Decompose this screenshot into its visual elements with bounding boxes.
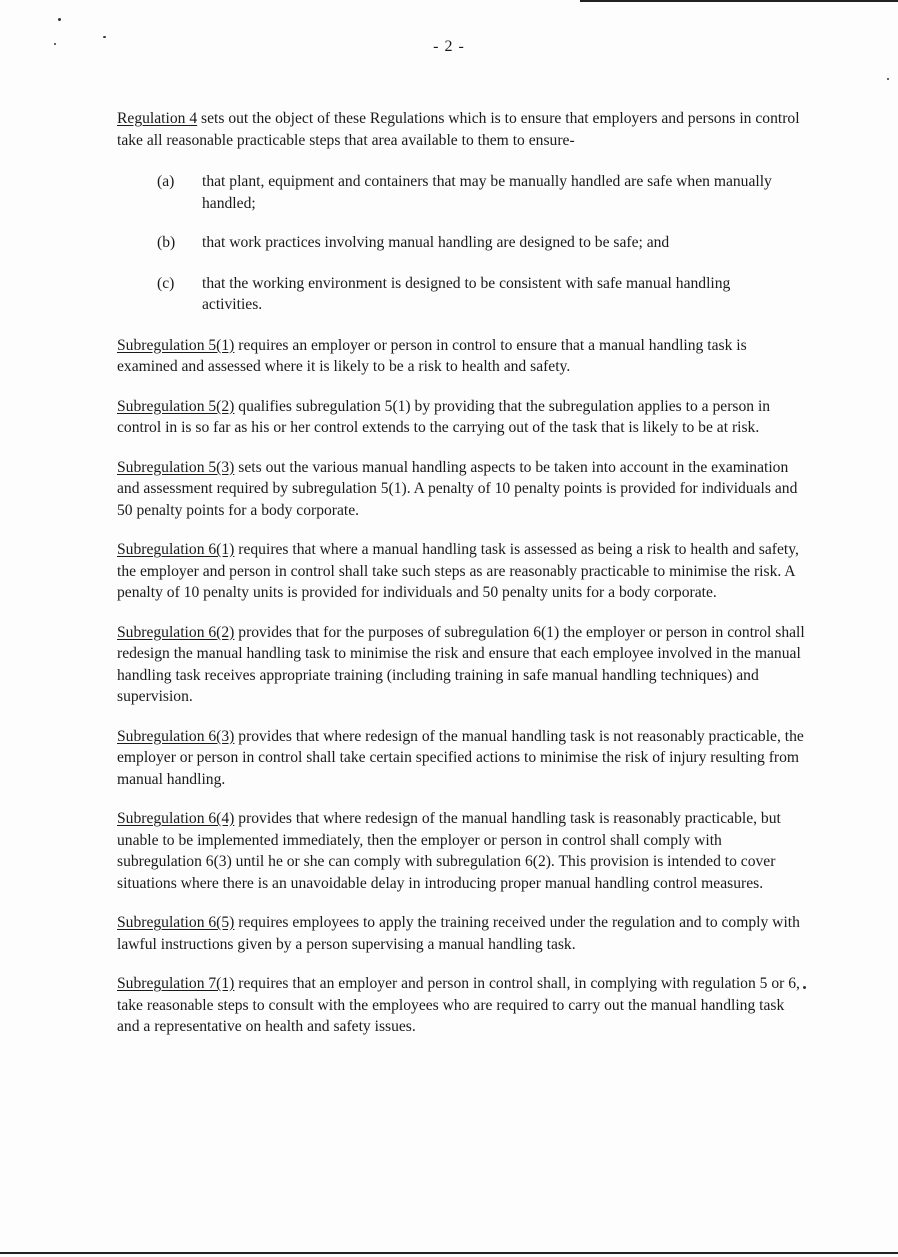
paragraph-text: provides that for the purposes of subregulation 6(1) the employer or person in control shall redesign the manual handling task to minimise the risk and ensure that each employee involved in the manual handling task receives appropriate training (including training in safe manual handling techniques) and supervision.	[117, 623, 805, 705]
subregulation-paragraph	[117, 973, 807, 1038]
page-number: - 2 -	[433, 38, 465, 55]
subregulation-paragraph	[117, 808, 807, 894]
paragraph-text: provides that where redesign of the manual handling task is not reasonably practicable, the employer or person in control shall take certain specified actions to minimise the risk of injury resulting from manual handling.	[117, 727, 804, 788]
subregulation-paragraph	[117, 622, 807, 708]
subregulation-paragraph	[117, 396, 807, 439]
list-item-label: (c)	[157, 274, 175, 292]
subregulation-reference: Subregulation 5(1)	[117, 336, 235, 354]
list-item-label: (a)	[157, 173, 175, 190]
paragraph-text: requires employees to apply the training received under the regulation and to comply with lawful instructions given by a person supervising a manual handling task.	[117, 914, 800, 953]
subregulation-paragraph	[117, 726, 807, 791]
document-body	[117, 108, 807, 1038]
subregulation-reference: Subregulation 6(5)	[117, 914, 235, 931]
list-item-label: (b)	[157, 234, 176, 251]
subregulation-reference: Subregulation 5(2)	[117, 397, 235, 415]
paragraph-text: requires that where a manual handling task is assessed as being a risk to health and safety, the employer and person in control shall take such steps as are reasonably practicable to minimise the risk. A penalty of 10 penalty units is provided for individuals and 50 penalty units for a body corporate.	[117, 541, 799, 601]
subregulation-reference: Subregulation 6(4)	[117, 810, 235, 827]
subregulation-reference: Subregulation 5(3)	[117, 458, 235, 476]
paragraph-text: provides that where redesign of the manual handling task is reasonably practicable, but unable to be implemented immediately, then the employer or person in control shall comply with subregulation 6(3) until he or she can comply with subregulation 6(2). This provision is intended to cover situations where there is an unavoidable delay in introducing proper manual handling control measures.	[117, 810, 781, 892]
subregulation-paragraph	[117, 335, 807, 378]
list-item	[157, 232, 807, 254]
list-item-text: that plant, equipment and containers that may be manually handled are safe when manually handled;	[202, 173, 772, 212]
regulation-reference: Regulation 4	[117, 110, 198, 127]
paragraph-text: requires an employer or person in control to ensure that a manual handling task is examined and assessed where it is likely to be a risk to health and safety.	[117, 336, 747, 375]
paragraph-text: qualifies subregulation 5(1) by providing that the subregulation applies to a person in control in is so far as his or her control extends to the carrying out of the task that is likely to be at risk.	[117, 397, 771, 436]
scan-speck	[58, 18, 61, 21]
subregulation-reference: Subregulation 7(1)	[117, 975, 235, 992]
list-item	[157, 273, 807, 316]
subregulation-reference: Subregulation 6(1)	[117, 541, 235, 558]
list-item	[157, 171, 807, 214]
list-item-text: that work practices involving manual handling are designed to be safe; and	[202, 234, 670, 251]
subregulation-reference: Subregulation 6(3)	[117, 727, 235, 745]
subregulation-reference: Subregulation 6(2)	[117, 623, 235, 641]
intro-paragraph	[117, 108, 807, 151]
paragraph-text: sets out the various manual handling aspects to be taken into account in the examination and assessment required by subregulation 5(1). A penalty of 10 penalty points is provided for individuals and 50 penalty points for a body corporate.	[117, 458, 798, 519]
subregulation-paragraph	[117, 457, 807, 522]
objectives-list	[117, 171, 807, 316]
scan-bottom-edge	[0, 1252, 898, 1254]
list-item-text: that the working environment is designed to be consistent with safe manual handling activities.	[202, 274, 731, 313]
paragraph-text: requires that an employer and person in control shall, in complying with regulation 5 or 6, take reasonable steps to consult with the employees who are required to carry out the manual handling task and a representative on health and safety issues.	[117, 975, 800, 1035]
subregulation-paragraph	[117, 539, 807, 604]
scan-speck	[887, 78, 889, 80]
subregulation-paragraph	[117, 912, 807, 955]
scan-top-edge	[580, 0, 898, 2]
paragraph-text: sets out the object of these Regulations which is to ensure that employers and persons in control take all reasonable practicable steps that area available to them to ensure-	[117, 110, 800, 149]
